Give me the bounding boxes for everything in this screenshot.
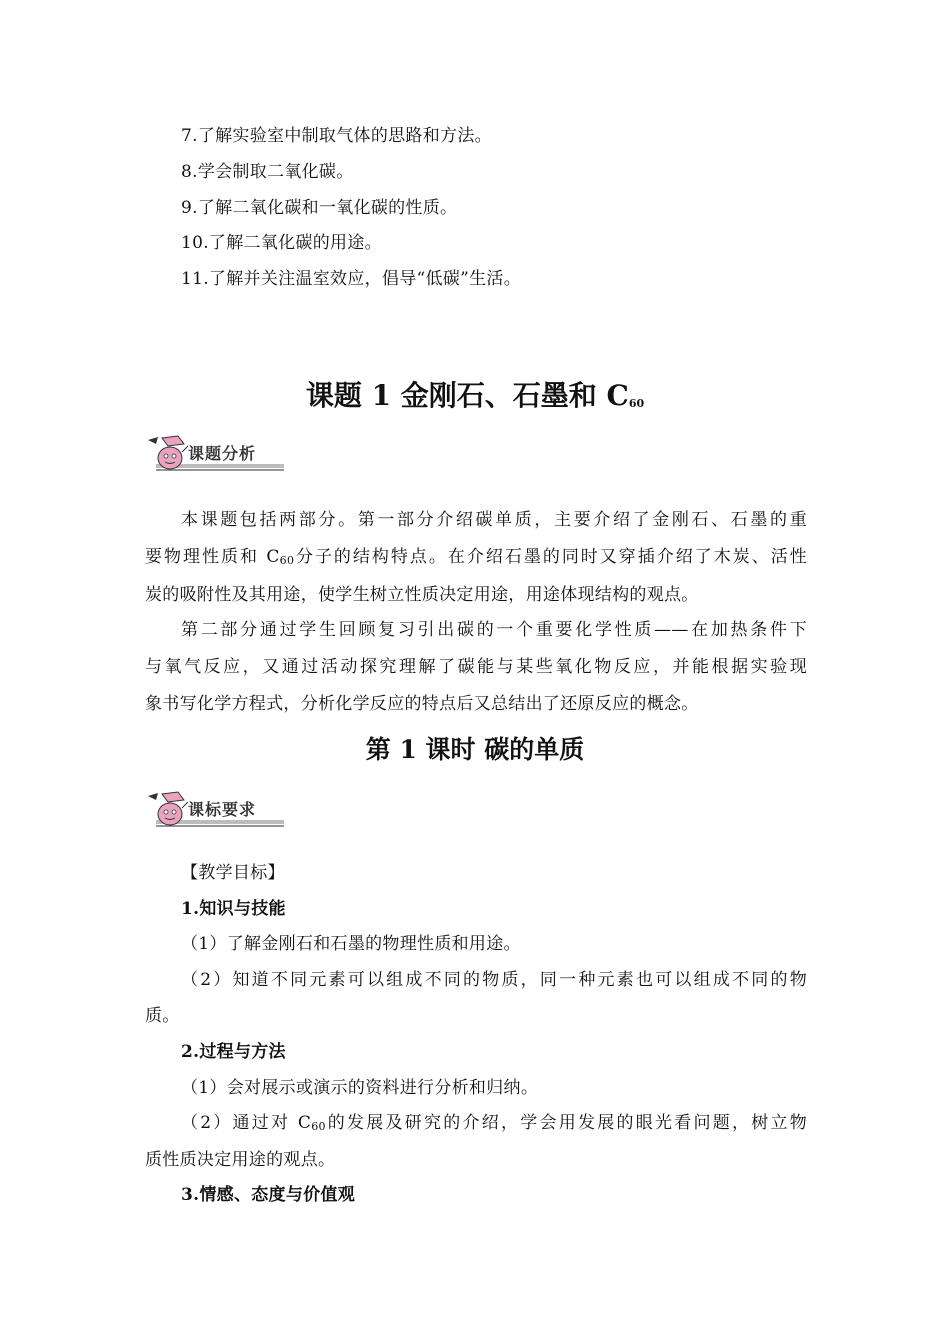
process-item-2-subscript: 60: [311, 1120, 326, 1133]
knowledge-item-2-line1: （2）知道不同元素可以组成不同的物质，同一种元素也可以组成不同的物: [181, 970, 807, 990]
knowledge-item-1: （1）了解金刚石和石墨的物理性质和用途。: [181, 934, 521, 954]
analysis-p1-line2-a: 要物理性质和 C: [145, 547, 280, 567]
process-item-2-a: （2）通过对 C: [181, 1113, 312, 1133]
analysis-p1-line1: 本课题包括两部分。第一部分介绍碳单质，主要介绍了金刚石、石墨的重: [181, 510, 807, 530]
lesson-title: 第 1 课时 碳的单质: [365, 735, 585, 764]
knowledge-item-2-line2: 质。: [145, 1006, 180, 1026]
topic-title-main: 课题 1 金刚石、石墨和 C: [305, 379, 629, 412]
process-item-2-b: 的发展及研究的介绍，学会用发展的眼光看问题，树立物: [325, 1113, 807, 1133]
objective-10: 10.了解二氧化碳的用途。: [181, 233, 382, 253]
analysis-badge: [144, 434, 288, 476]
objective-9: 9.了解二氧化碳和一氧化碳的性质。: [181, 198, 458, 218]
analysis-p1-line2-b: 分子的结构特点。在介绍石墨的同时又穿插介绍了木炭、活性: [294, 547, 808, 567]
goals-label: 【教学目标】: [181, 863, 285, 883]
analysis-p1-line2-subscript: 60: [279, 554, 295, 567]
topic-title: [0, 376, 950, 416]
analysis-p1-line3: 炭的吸附性及其用途，使学生树立性质决定用途，用途体现结构的观点。: [145, 585, 699, 605]
process-item-2-line1: [181, 1111, 807, 1135]
objective-7: 7.了解实验室中制取气体的思路和方法。: [181, 126, 492, 146]
topic-title-subscript: 60: [628, 397, 645, 410]
analysis-p2-line3: 象书写化学方程式，分析化学反应的特点后又总结出了还原反应的概念。: [145, 694, 699, 714]
standards-badge-label: 课标要求: [188, 800, 257, 819]
analysis-badge-label: 课题分析: [188, 444, 257, 463]
analysis-p2-line1: 第二部分通过学生回顾复习引出碳的一个重要化学性质——在加热条件下: [181, 620, 807, 640]
emotion-heading: 3.情感、态度与价值观: [181, 1185, 356, 1205]
knowledge-heading: 1.知识与技能: [181, 899, 286, 919]
objective-11: 11.了解并关注温室效应，倡导“低碳”生活。: [181, 269, 522, 289]
process-item-2-line2: 质性质决定用途的观点。: [145, 1150, 336, 1170]
analysis-p2-line2: 与氧气反应，又通过活动探究理解了碳能与某些氧化物反应，并能根据实验现: [145, 657, 807, 677]
analysis-p1-line2: [145, 545, 807, 569]
process-item-1: （1）会对展示或演示的资料进行分析和归纳。: [181, 1078, 539, 1098]
objective-8: 8.学会制取二氧化碳。: [181, 162, 354, 182]
process-heading: 2.过程与方法: [181, 1042, 286, 1062]
standards-badge: [144, 790, 288, 832]
